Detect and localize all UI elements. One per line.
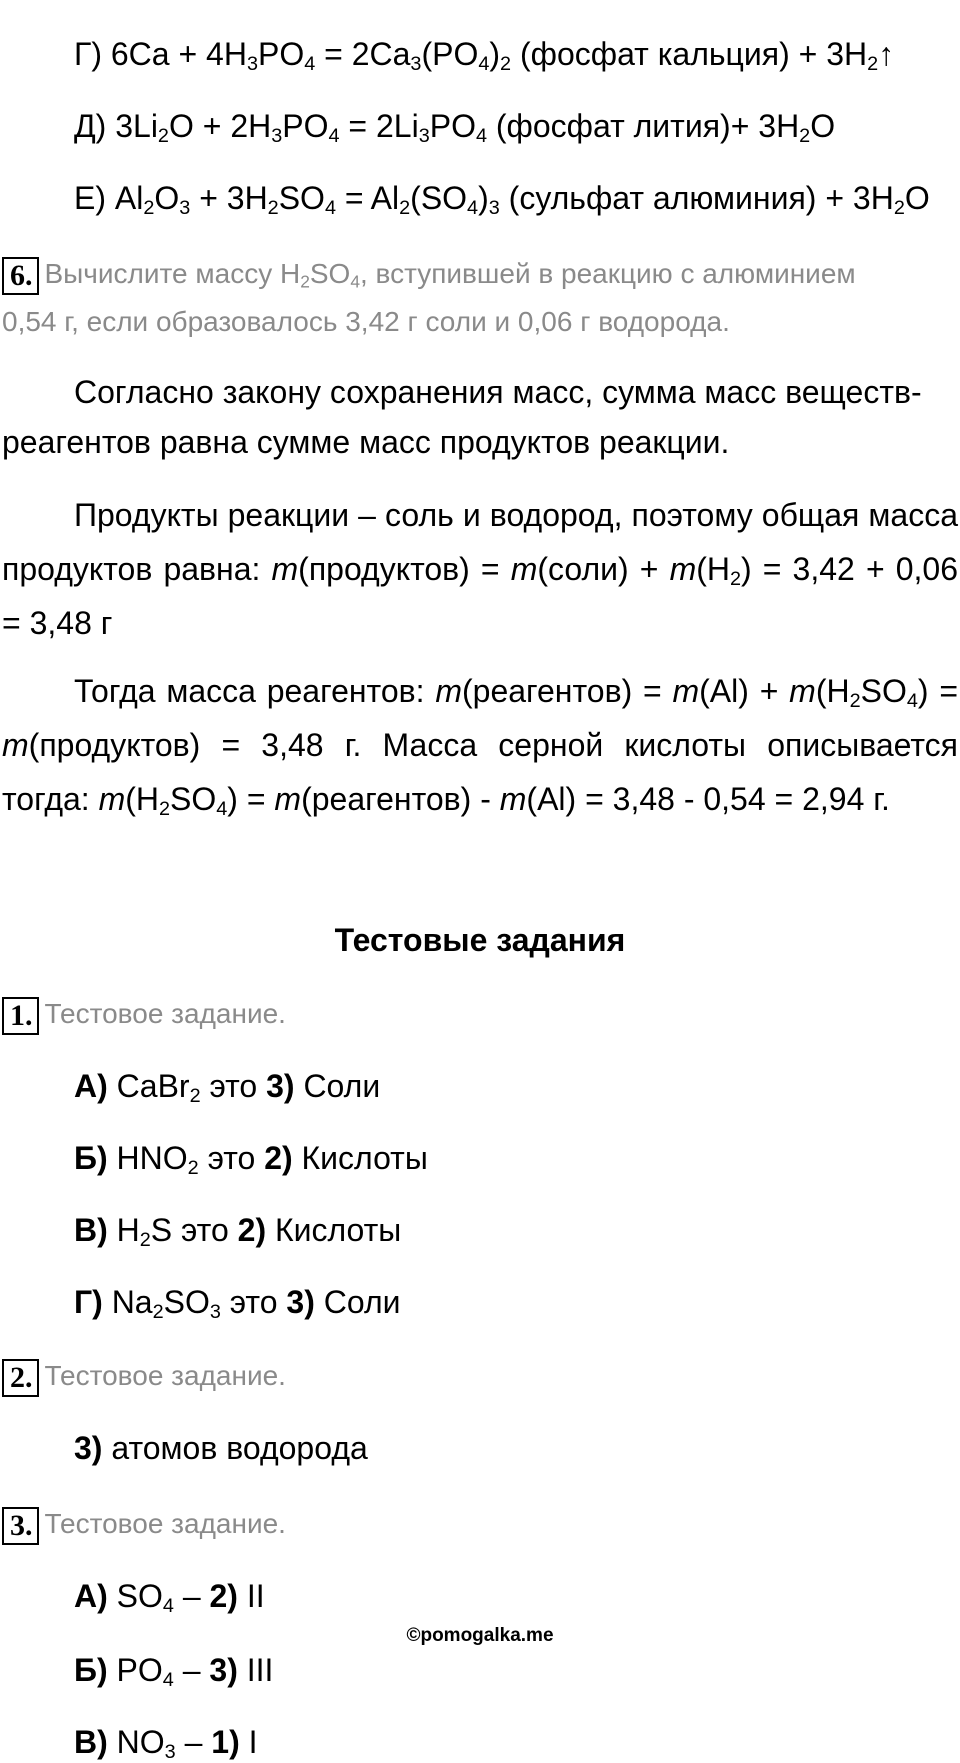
paragraph-3: Тогда масса реагентов: m(реагентов) = $m(Al) + m(H_2SO_4)$ = m(продуктов) = 3,48 г. Масса серной кислоты описывается тогда: $m(H_2SO_4)$ = m(реагентов) - m(Al) = 3,48 - 0,54 = 2,94 г. <box>2 673 959 820</box>
test-3-header: 3. Тестовое задание. <box>2 1506 286 1545</box>
test-1-answer-b: Б) $HNO_2$ это 2) Кислоты <box>74 1140 428 1179</box>
test-1-answer-a: А) CaBr$_2$ это 3) Соли <box>74 1068 381 1107</box>
section-heading: Тестовые задания <box>334 922 626 958</box>
task-6-line-2: 0,54 г, если образовалось 3,42 г соли и 0,06 г водорода. <box>2 306 730 337</box>
paragraph-1-line-2: реагентов равна сумме масс продуктов реакции. <box>2 424 730 460</box>
task-number-badge: 1. <box>2 997 39 1035</box>
task-number-badge: 6. <box>2 257 39 295</box>
test-1-answer-c: В) $H_2S$ это 2) Кислоты <box>74 1212 402 1251</box>
footer-watermark: ©pomogalka.me <box>406 1625 554 1646</box>
test-3-answer-a: А) $SO_4 - 2$) II <box>74 1578 265 1617</box>
equation-g: Г) $6Ca + 4H_3PO_4 = 2Ca_3(PO_4)_2$ (фосфат кальция) + $3H_2↑$ <box>74 36 895 75</box>
paragraph-1-line-1: Согласно закону сохранения масс, сумма масс веществ- <box>74 374 922 410</box>
task-number-badge: 3. <box>2 1507 39 1545</box>
test-2-header: 2. Тестовое задание. <box>2 1358 286 1397</box>
test-3-answer-c: В) $NO_3 - 1$) I <box>74 1724 258 1763</box>
test-1-answer-d: Г) $Na_2SO_3$ это 3) Соли <box>74 1284 401 1323</box>
equation-e: Е) $Al_2O_3 + 3H_2SO_4 = Al_2(SO_4)_3$ (сульфат алюминия) + $3H_2O$ <box>74 180 930 219</box>
test-3-answer-b: Б) $PO_4 - 3$) III <box>74 1652 274 1691</box>
task-number-badge: 2. <box>2 1359 39 1397</box>
test-2-answer: 3) атомов водорода <box>74 1430 368 1466</box>
up-arrow-icon: ↑ <box>878 36 895 72</box>
paragraph-2: Продукты реакции – соль и водород, поэтому общая масса продуктов равна: m(продуктов) = m(соли) + $m(H_2) = 3,42 + 0,06 = 3,48$ г <box>2 497 959 641</box>
test-1-header: 1. Тестовое задание. <box>2 996 286 1035</box>
task-6-line-1: 6. Вычислите массу $H_2SO_4$, вступившей в реакцию с алюминием <box>2 256 856 295</box>
equation-d: Д) $3Li_2O + 2H_3PO_4 = 2Li_3PO_4$ (фосфат лития)+ $3H_2O$ <box>74 108 836 147</box>
